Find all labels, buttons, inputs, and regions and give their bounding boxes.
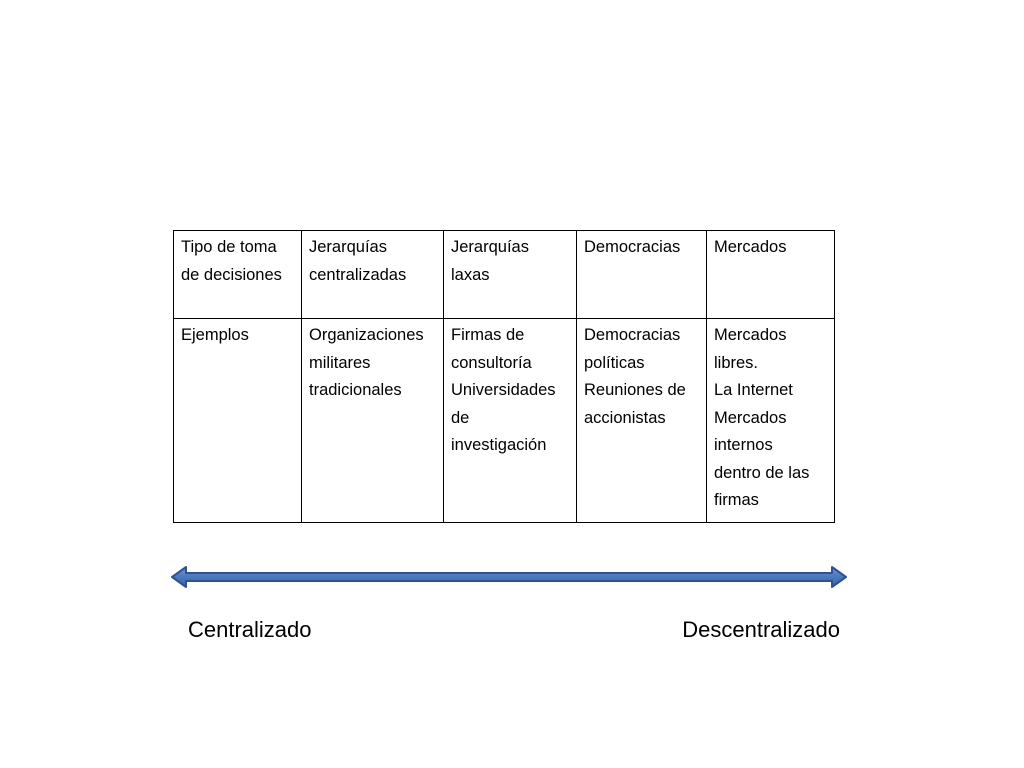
table-cell	[707, 319, 835, 523]
table-cell	[174, 231, 302, 319]
cell-text: Democracias políticas Reuniones de accionistas	[584, 326, 686, 427]
decision-making-table	[173, 230, 835, 523]
cell-text: Ejemplos	[181, 326, 249, 344]
double-arrow-icon	[168, 564, 850, 590]
cell-text: Jerarquías centralizadas	[309, 238, 407, 284]
table-cell	[444, 231, 577, 319]
table-cell	[302, 319, 444, 523]
cell-text: Tipo de toma de decisiones	[181, 238, 282, 284]
table-cell	[577, 319, 707, 523]
table-row-examples	[174, 319, 835, 523]
table-cell	[302, 231, 444, 319]
table-row-decision-type	[174, 231, 835, 319]
table-cell	[577, 231, 707, 319]
cell-text: Organizaciones militares tradicionales	[309, 326, 424, 399]
axis-label-centralized: Centralizado	[188, 617, 312, 642]
cell-text: Mercados libres. La Internet Mercados internos dentro de las firmas	[714, 326, 810, 509]
table-cell	[444, 319, 577, 523]
table-cell	[707, 231, 835, 319]
cell-text: Mercados	[714, 238, 787, 256]
table-cell	[174, 319, 302, 523]
axis-label-decentralized: Descentralizado	[682, 617, 840, 642]
cell-text: Democracias	[584, 238, 681, 256]
cell-text: Firmas de consultoría Universidades de investigación	[451, 326, 556, 454]
cell-text: Jerarquías laxas	[451, 238, 529, 284]
